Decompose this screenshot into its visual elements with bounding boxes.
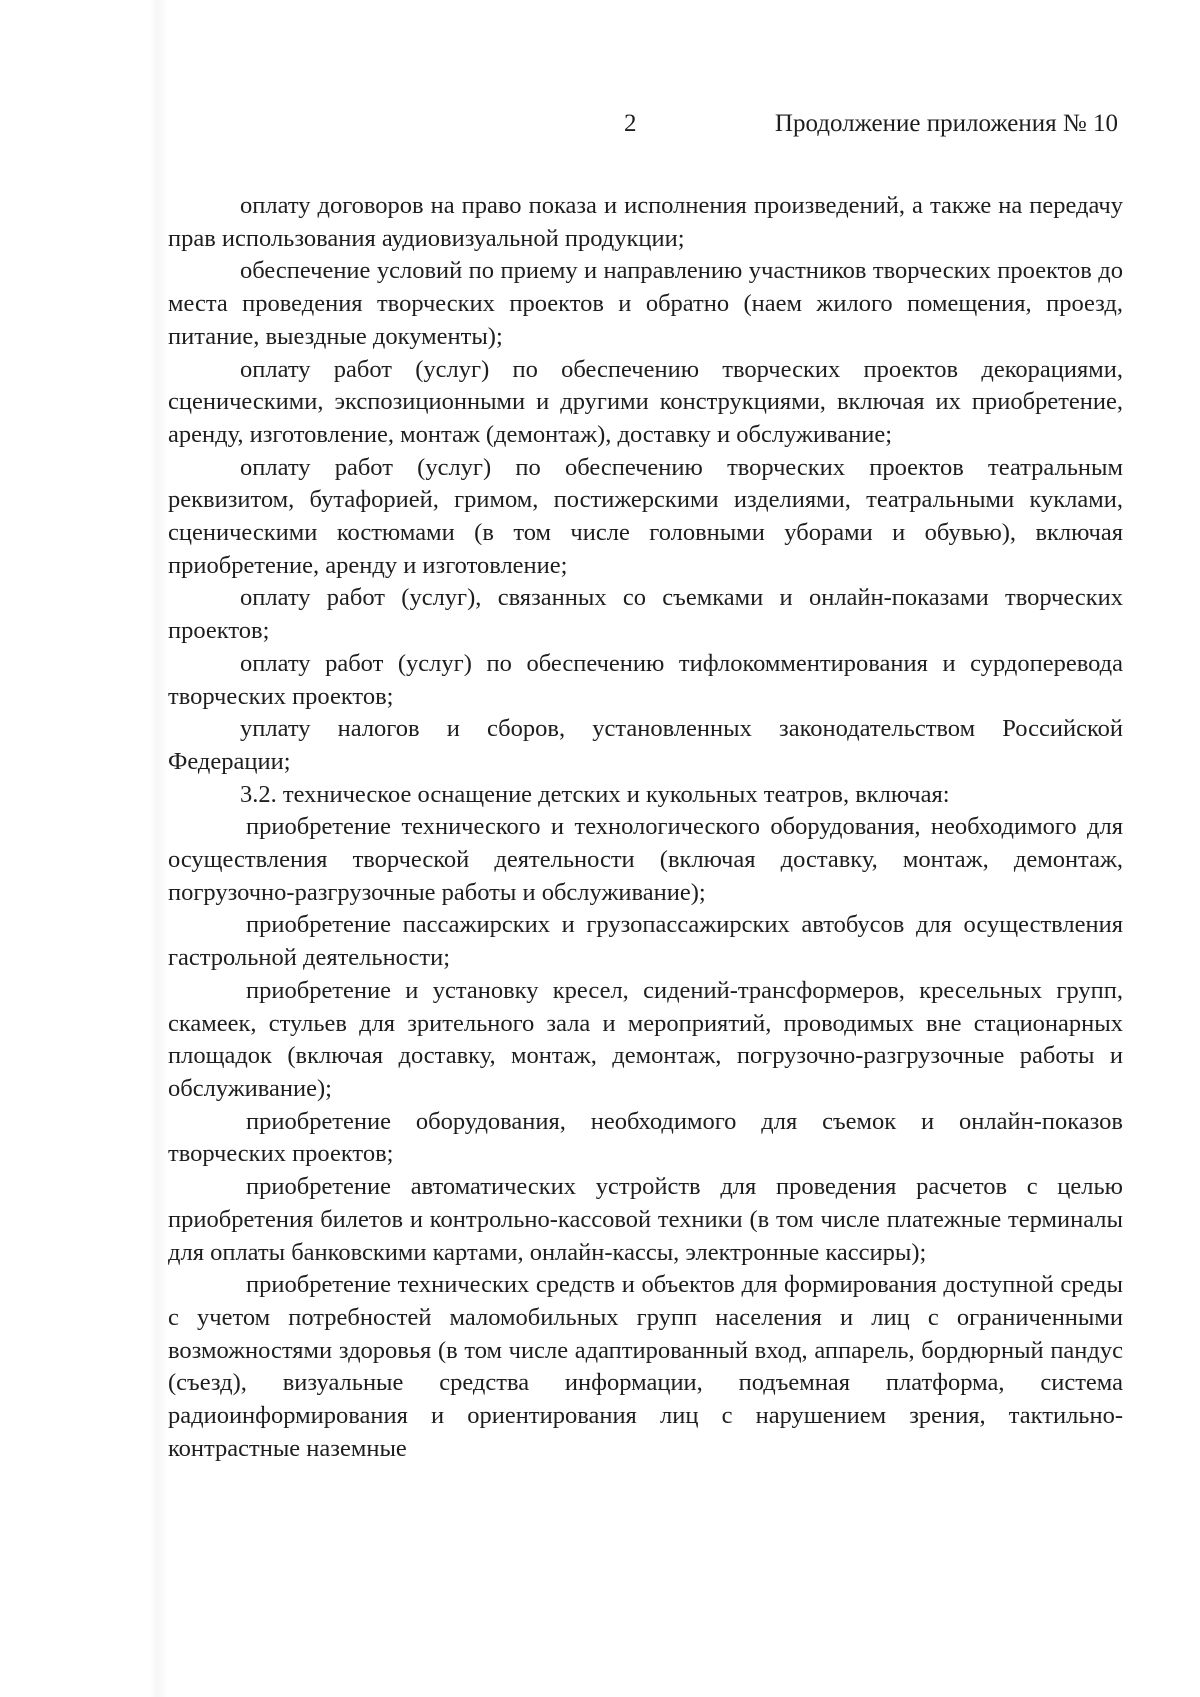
paragraph: приобретение оборудования, необходимого для съемок и онлайн-показов творческих проектов; [168,1107,1123,1168]
document-body [168,190,1123,1465]
paragraph: приобретение автоматических устройств для проведения расчетов с целью приобретения билетов и контрольно-кассовой техники (в том числе платежные терминалы для оплаты банковскими картами, онлайн-кассы, электронные кассиры); [168,1173,1123,1266]
paragraph: приобретение пассажирских и грузопассажирских автобусов для осуществления гастрольной деятельности; [168,911,1123,972]
page-header [0,110,1200,146]
paragraph: оплату работ (услуг), связанных со съемками и онлайн-показами творческих проектов; [168,584,1123,645]
section-heading: 3.2. техническое оснащение детских и кукольных театров, включая: [240,780,950,808]
appendix-title: Продолжение приложения № 10 [774,110,1118,137]
page-number: 2 [624,110,637,137]
paragraph: оплату договоров на право показа и исполнения произведений, а также на передачу прав использования аудиовизуальной продукции; [168,192,1123,252]
scan-shadow [150,0,168,1697]
paragraph: приобретение технических средств и объектов для формирования доступной среды с учетом потребностей маломобильных групп населения и лиц с ограниченными возможностями здоровья (в том числе адаптированный вход, аппарель, бордюрный пандус (съезд), визуальные средства информации, подъемная платформа, система радиоинформирования и ориентирования лиц с нарушением зрения, тактильно-контрастные наземные [168,1271,1123,1462]
paragraph: оплату работ (услуг) по обеспечению тифлокомментирования и сурдоперевода творческих проектов; [168,649,1123,710]
paragraph: оплату работ (услуг) по обеспечению творческих проектов декорациями, сценическими, экспозиционными и другими конструкциями, включая их приобретение, аренду, изготовление, монтаж (демонтаж), доставку и обслуживание; [168,355,1123,448]
paragraph: обеспечение условий по приему и направлению участников творческих проектов до места проведения творческих проектов и обратно (наем жилого помещения, проезд, питание, выездные документы); [168,257,1123,350]
paragraph: приобретение и установку кресел, сидений-трансформеров, кресельных групп, скамеек, стульев для зрительного зала и мероприятий, проводимых вне стационарных площадок (включая доставку, монтаж, демонтаж, погрузочно-разгрузочные работы и обслуживание); [168,976,1123,1102]
paragraph: оплату работ (услуг) по обеспечению творческих проектов театральным реквизитом, бутафорией, гримом, постижерскими изделиями, театральными куклами, сценическими костюмами (в том числе головными уборами и обувью), включая приобретение, аренду и изготовление; [168,453,1123,579]
paragraph: приобретение технического и технологического оборудования, необходимого для осуществления творческой деятельности (включая доставку, монтаж, демонтаж, погрузочно-разгрузочные работы и обслуживание); [168,813,1123,906]
paragraph: уплату налогов и сборов, установленных законодательством Российской Федерации; [168,715,1123,775]
